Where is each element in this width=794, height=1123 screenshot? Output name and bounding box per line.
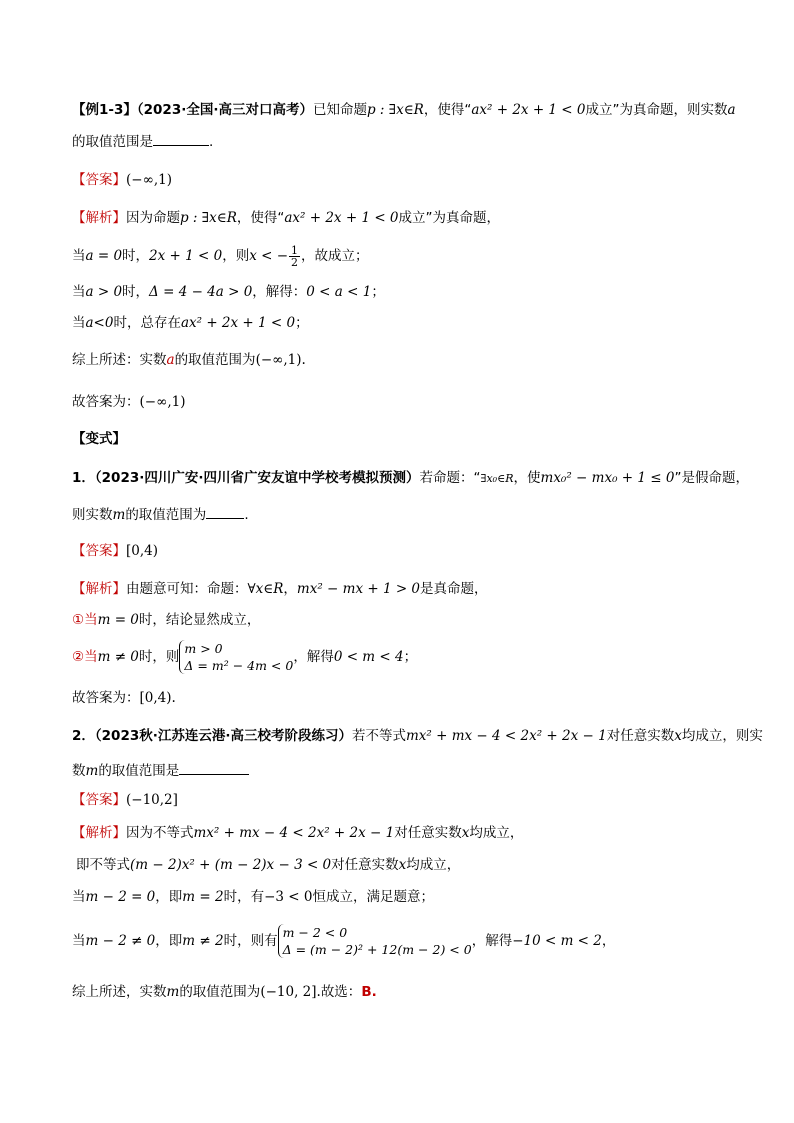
solution-1-line5 — [72, 350, 306, 370]
math: ∃x₀∈R — [480, 472, 514, 485]
text: 均成立， — [406, 857, 461, 873]
math: 2x + 1 < 0 — [149, 248, 223, 264]
text: 时，总存在 — [113, 315, 181, 331]
example-question-line2 — [72, 131, 213, 152]
text: ，则 — [222, 248, 250, 264]
math: m = 0 — [97, 612, 139, 628]
text: 时， — [122, 248, 150, 264]
answer-2 — [72, 541, 158, 561]
question-1-line2 — [72, 504, 249, 525]
solution-label: 【解析】 — [72, 210, 126, 226]
text: 的取值范围为 — [125, 507, 207, 523]
text: 则实数 — [72, 507, 113, 523]
answer-label: 【答案】 — [72, 792, 126, 808]
system-row: m > 0 — [184, 641, 223, 656]
answer-blank — [153, 131, 209, 146]
text: 的取值范围是 — [72, 134, 153, 150]
text: ； — [403, 649, 418, 665]
text: 综上所述，实数 — [72, 984, 167, 1000]
text: ； — [295, 315, 309, 331]
answer-blank — [206, 504, 244, 519]
math: −3 < 0 — [264, 889, 313, 905]
text: 时，则 — [138, 649, 180, 665]
text: 时，有 — [223, 889, 265, 905]
text: 当 — [72, 248, 86, 264]
solution-1-line2 — [72, 243, 369, 269]
math: ax² + 2x + 1 < 0 — [284, 210, 399, 226]
math: (−∞,1). — [255, 352, 306, 368]
text: ， — [601, 933, 616, 949]
text: 均成立， — [469, 825, 524, 841]
math: m ≠ 2 — [182, 933, 224, 949]
example-tag: 【例1-3】 — [72, 102, 137, 118]
math: 0 < a < 1 — [306, 284, 372, 300]
solution-2-line1 — [72, 579, 488, 599]
text: 若命题：“ — [419, 470, 481, 486]
text: 的取值范围是 — [98, 763, 180, 779]
example-question-line1 — [72, 100, 736, 120]
text: ”是假命题， — [674, 470, 749, 486]
solution-1-line6 — [72, 392, 185, 412]
answer-choice: B. — [361, 984, 377, 1000]
math: 0 < m < 4 — [333, 649, 404, 665]
text: 因为命题 — [126, 210, 180, 226]
equation-system — [278, 924, 472, 958]
question-2-line2 — [72, 760, 249, 781]
answer-label: 【答案】 — [72, 172, 126, 188]
math: a — [727, 102, 736, 118]
answer-value: (−∞,1) — [126, 172, 172, 188]
question-source: （2023·四川广安·四川省广安友谊中学校考模拟预测） — [94, 470, 420, 486]
math: p : ∃x∈R — [180, 210, 237, 226]
math: m = 2 — [182, 889, 224, 905]
answer-1 — [72, 170, 172, 190]
solution-2-line4 — [72, 688, 176, 708]
text: 时，则有 — [223, 933, 278, 949]
text: 综上所述：实数 — [72, 352, 167, 368]
solution-3-line4 — [72, 920, 615, 962]
question-number: 1． — [72, 470, 95, 486]
math: mx² + mx − 4 < 2x² + 2x − 1 — [193, 825, 395, 841]
solution-2-line2 — [72, 610, 260, 630]
math: (−10, 2]. — [260, 984, 321, 1000]
math: mx² + mx − 4 < 2x² + 2x − 1 — [406, 728, 607, 744]
text: . — [209, 134, 214, 150]
math: (m − 2)x² + (m − 2)x − 3 < 0 — [130, 857, 332, 873]
solution-label: 【解析】 — [72, 581, 126, 597]
text: ，即 — [155, 889, 183, 905]
solution-1-line3 — [72, 282, 385, 302]
text: 对任意实数 — [331, 857, 399, 873]
text: . — [244, 507, 249, 523]
math: x — [674, 728, 682, 744]
text: 恒成立，满足题意； — [312, 889, 434, 905]
text: 均成立，则实 — [681, 728, 763, 744]
text: 成立”为真命题， — [398, 210, 501, 226]
text: 当 — [72, 284, 86, 300]
math: m — [166, 984, 180, 1000]
text: 的取值范围为 — [179, 984, 261, 1000]
fraction-denominator: 2 — [291, 255, 299, 269]
text: ，解得 — [471, 933, 513, 949]
math: mx₀² − mx₀ + 1 ≤ 0 — [540, 470, 675, 486]
text: ，故成立； — [301, 248, 369, 264]
math: −10 < m < 2 — [512, 933, 602, 949]
math: ax² + 2x + 1 < 0 — [180, 315, 296, 331]
text: 当 — [72, 315, 86, 331]
math: ax² + 2x + 1 < 0 — [471, 102, 586, 118]
solution-1-line1 — [72, 208, 500, 228]
math: a > 0 — [85, 284, 123, 300]
math: x < − — [249, 248, 289, 264]
math: ∀x∈R — [247, 581, 284, 597]
math: m − 2 ≠ 0 — [85, 933, 156, 949]
variant-heading: 【变式】 — [72, 431, 126, 447]
question-1-line1 — [72, 468, 749, 489]
fraction-numerator: 1 — [291, 243, 299, 257]
solution-2-line3 — [72, 638, 417, 676]
text: 对任意实数 — [394, 825, 462, 841]
math: p : ∃x∈R — [366, 102, 424, 118]
text: ； — [371, 284, 385, 300]
answer-value: [0,4) — [126, 543, 159, 559]
text: 对任意实数 — [606, 728, 675, 744]
text: 的取值范围为 — [174, 352, 256, 368]
text: 数 — [72, 763, 86, 779]
system-row: Δ = m² − 4m < 0 — [184, 658, 294, 673]
text: 故答案为： — [72, 394, 140, 410]
system-row: Δ = (m − 2)² + 12(m − 2) < 0 — [282, 942, 472, 957]
solution-3-line2 — [76, 855, 460, 875]
math: mx² − mx + 1 > 0 — [296, 581, 421, 597]
answer-3 — [72, 790, 178, 810]
text: ，解得 — [293, 649, 334, 665]
math: m — [85, 763, 99, 779]
text: ，使得“ — [423, 102, 472, 118]
math: a = 0 — [85, 248, 123, 264]
math: a<0 — [85, 315, 114, 331]
text: ，使 — [513, 470, 541, 486]
solution-3-line1 — [72, 823, 523, 843]
text: ，即 — [155, 933, 183, 949]
solution-label: 【解析】 — [72, 825, 126, 841]
text: 即不等式 — [76, 857, 130, 873]
text: 已知命题 — [312, 102, 367, 118]
question-source: （2023秋·江苏连云港·高三校考阶段练习） — [94, 728, 352, 744]
question-number: 2． — [72, 728, 95, 744]
math: m ≠ 0 — [97, 649, 139, 665]
answer-label: 【答案】 — [72, 543, 126, 559]
text: 时， — [122, 284, 150, 300]
answer-value: (−10,2] — [126, 792, 178, 808]
text: 故选： — [320, 984, 362, 1000]
text: ①当 — [72, 612, 98, 628]
example-source: （2023·全国·高三对口高考） — [136, 102, 313, 118]
text: ， — [283, 581, 297, 597]
math: m — [112, 507, 126, 523]
math: [0,4). — [139, 690, 176, 706]
math: m − 2 = 0 — [85, 889, 156, 905]
question-2-line1 — [72, 726, 763, 746]
text: 由题意可知：命题： — [126, 581, 248, 597]
fraction — [289, 245, 300, 268]
solution-3-line3 — [72, 887, 434, 907]
text: 因为不等式 — [126, 825, 194, 841]
equation-system — [179, 640, 293, 674]
system-row: m − 2 < 0 — [282, 925, 348, 940]
answer-blank — [179, 760, 249, 775]
text: ②当 — [72, 649, 98, 665]
solution-3-line5 — [72, 982, 377, 1002]
text: 当 — [72, 933, 86, 949]
text: 若不等式 — [352, 728, 406, 744]
math: a — [166, 352, 175, 368]
text: 当 — [72, 889, 86, 905]
text: 故答案为： — [72, 690, 140, 706]
solution-1-line4 — [72, 313, 309, 333]
text: ，使得“ — [236, 210, 285, 226]
math: Δ = 4 − 4a > 0 — [149, 284, 253, 300]
math: (−∞,1) — [139, 394, 186, 410]
text: ，解得： — [252, 284, 307, 300]
text: 成立”为真命题，则实数 — [585, 102, 728, 118]
math: x — [398, 857, 407, 873]
math: x — [461, 825, 470, 841]
text: 是真命题， — [420, 581, 488, 597]
text: 时，结论显然成立， — [138, 612, 261, 628]
